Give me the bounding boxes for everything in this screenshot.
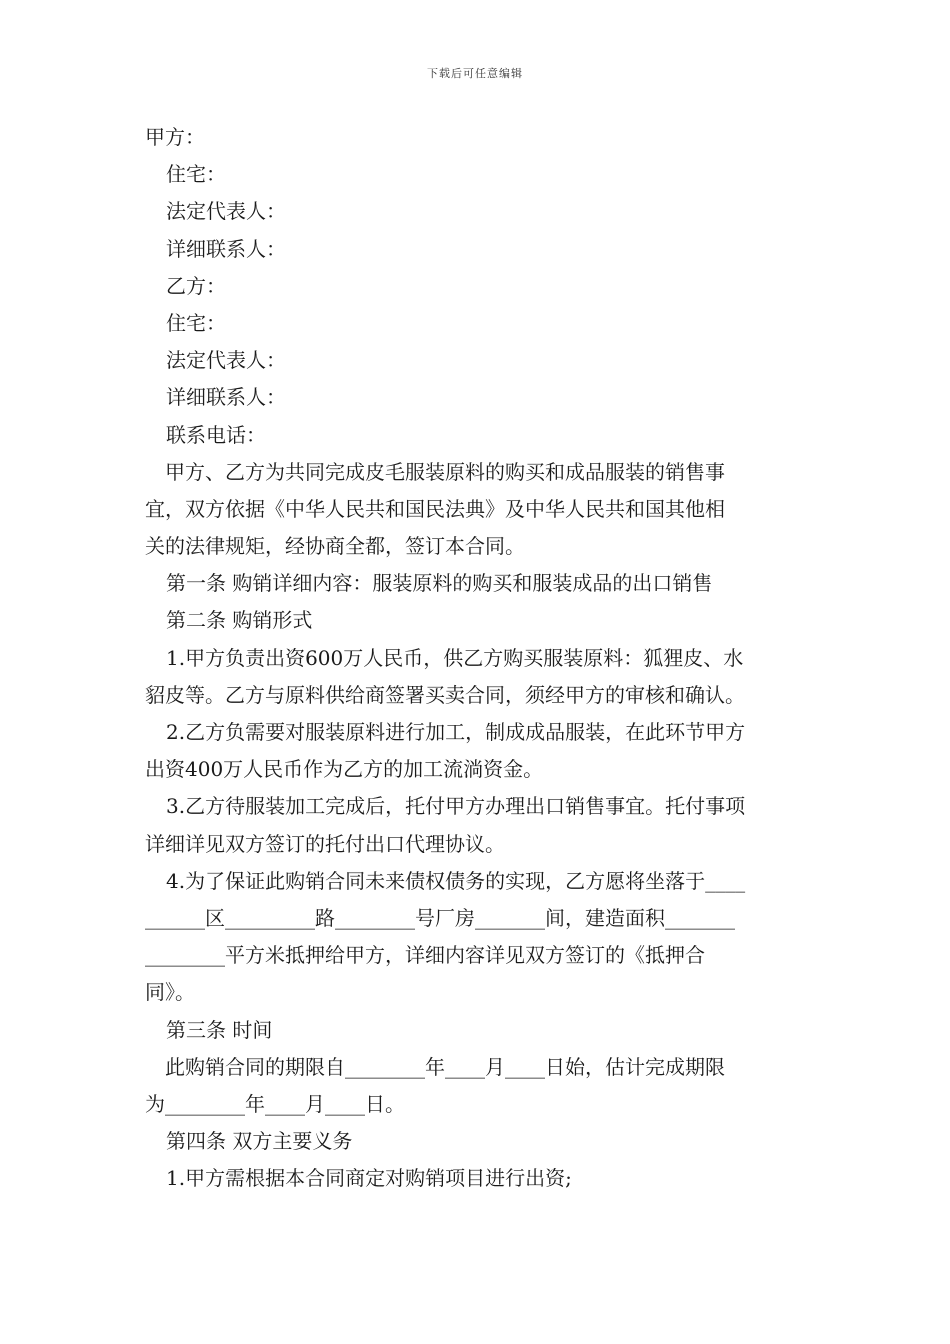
preamble-line-1: 甲方、乙方为共同完成皮毛服装原料的购买和成品服装的销售事 — [165, 459, 725, 484]
article-1: 第一条 购销详细内容：服装原料的购买和服装成品的出口销售 — [166, 571, 713, 596]
article-3-title: 第三条 时间 — [166, 1017, 273, 1042]
article-2-item-3-line-2: 详细详见双方签订的托付出口代理协议。 — [145, 831, 505, 856]
party-b-label: 乙方： — [166, 273, 226, 298]
article-2-item-2-line-1: 2.乙方负需要对服装原料进行加工，制成成品服装，在此环节甲方 — [166, 720, 746, 744]
party-a-contact: 详细联系人： — [166, 236, 286, 261]
article-2-item-4-line-3: ________平方米抵押给甲方，详细内容详见双方签订的《抵押合 — [145, 943, 705, 968]
preamble-line-3: 关的法律规矩，经协商全都，签订本合同。 — [145, 534, 525, 559]
article-2-item-4-line-2: ______区_________路________号厂房_______间，建造面积_______ — [145, 905, 735, 930]
party-a-address: 住宅： — [166, 162, 226, 187]
party-a-legal-rep: 法定代表人： — [166, 199, 286, 224]
article-3-line-2: 为________年____月____日。 — [145, 1091, 405, 1116]
article-2-item-4-line-1: 4.为了保证此购销合同未来债权债务的实现，乙方愿将坐落于____ — [166, 868, 746, 893]
article-2-item-1-line-1: 1.甲方负责出资600万人民币，供乙方购买服装原料：狐狸皮、水 — [166, 645, 744, 670]
article-4-item-1: 1.甲方需根据本合同商定对购销项目进行出资; — [166, 1166, 572, 1191]
party-a-label: 甲方： — [145, 125, 205, 149]
article-4-title: 第四条 双方主要义务 — [166, 1129, 353, 1154]
article-2-item-2-line-2: 出资400万人民币作为乙方的加工流淌资金。 — [145, 757, 544, 782]
article-2-item-3-line-1: 3.乙方待服装加工完成后，托付甲方办理出口销售事宜。托付事项 — [166, 794, 746, 819]
article-2-title: 第二条 购销形式 — [166, 608, 313, 633]
party-b-legal-rep: 法定代表人： — [166, 348, 286, 373]
article-2-item-1-line-2: 貂皮等。乙方与原料供给商签署买卖合同，须经甲方的审核和确认。 — [145, 682, 745, 707]
party-b-phone: 联系电话： — [166, 422, 266, 447]
contract-body — [145, 119, 808, 1197]
article-2-item-4-line-4: 同》。 — [145, 980, 195, 1005]
preamble-line-2: 宜，双方依据《中华人民共和国民法典》及中华人民共和国其他相 — [145, 496, 725, 521]
article-3-line-1: 此购销合同的期限自________年____月____日始，估计完成期限 — [165, 1054, 725, 1079]
page-header: 下载后可任意编辑 — [427, 67, 523, 80]
party-b-contact: 详细联系人： — [166, 385, 286, 410]
party-b-address: 住宅： — [166, 310, 226, 335]
